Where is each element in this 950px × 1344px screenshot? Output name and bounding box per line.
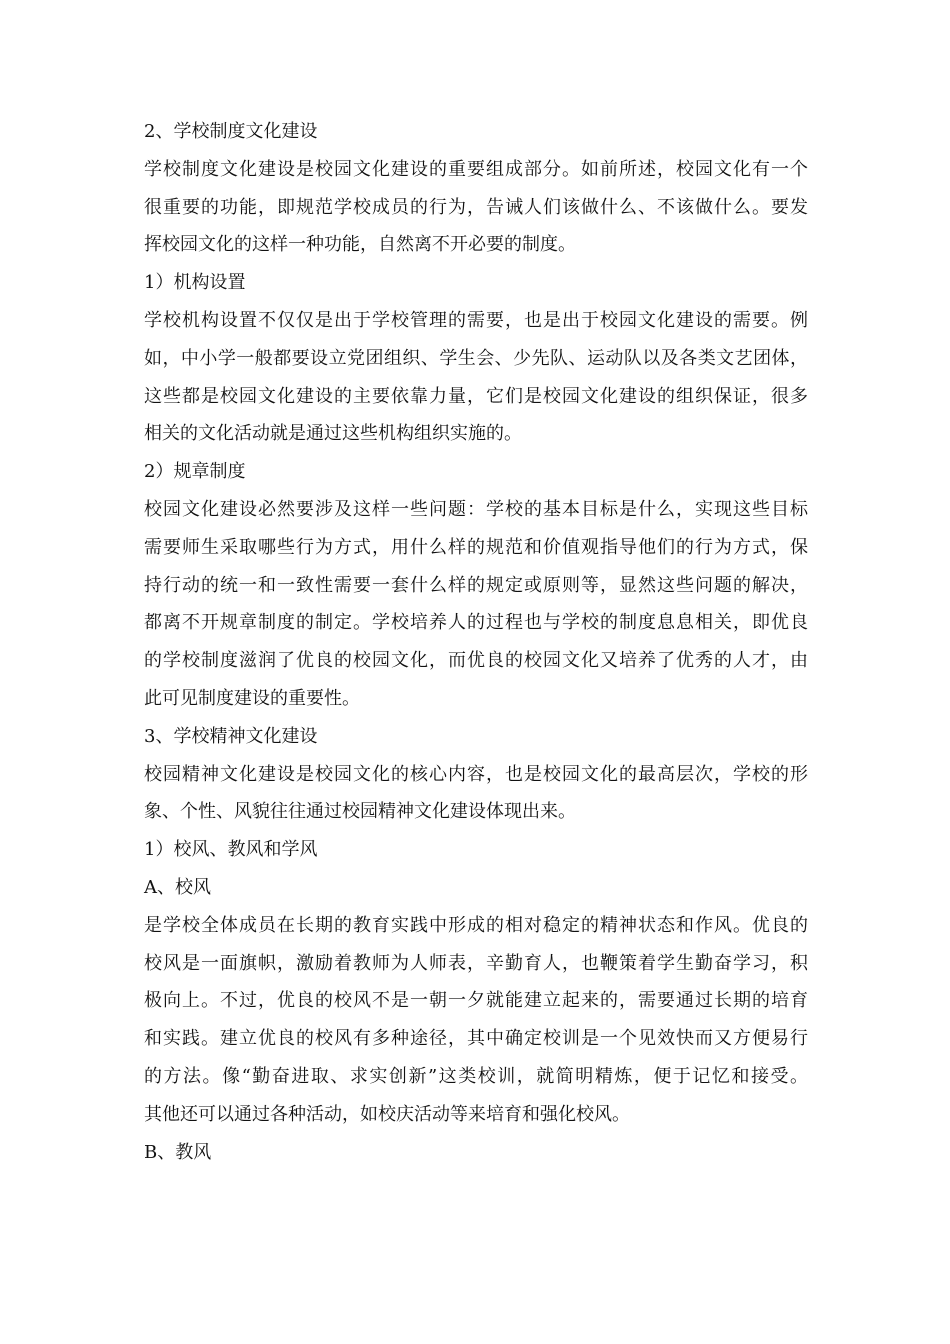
body-text-line: 很重要的功能，即规范学校成员的行为，告诫人们该做什么、不该做什么。要发 [144, 196, 808, 218]
body-text-line: 是学校全体成员在长期的教育实践中形成的相对稳定的精神状态和作风。优良的 [144, 914, 808, 936]
body-text-line: 挥校园文化的这样一种功能，自然离不开必要的制度。 [144, 234, 576, 256]
body-text-line: 都离不开规章制度的制定。学校培养人的过程也与学校的制度息息相关，即优良 [144, 612, 808, 634]
body-text-line: 学校机构设置不仅仅是出于学校管理的需要，也是出于校园文化建设的需要。例 [144, 309, 808, 331]
body-text-line: 和实践。建立优良的校风有多种途径，其中确定校训是一个见效快而又方便易行 [144, 1028, 808, 1050]
body-text-line: 校园文化建设必然要涉及这样一些问题：学校的基本目标是什么，实现这些目标 [144, 498, 808, 520]
section-heading: 3、学校精神文化建设 [144, 725, 318, 747]
body-text-line: 的学校制度滋润了优良的校园文化，而优良的校园文化又培养了优秀的人才，由 [144, 650, 808, 672]
body-text-line: 校风是一面旗帜，激励着教师为人师表，辛勤育人，也鞭策着学生勤奋学习，积 [144, 952, 808, 974]
subsection-heading: 1）校风、教风和学风 [144, 839, 318, 861]
body-text-line: 学校制度文化建设是校园文化建设的重要组成部分。如前所述，校园文化有一个 [144, 158, 808, 180]
body-text-line: 这些都是校园文化建设的主要依靠力量，它们是校园文化建设的组织保证，很多 [144, 385, 808, 407]
section-heading: 2、学校制度文化建设 [144, 121, 318, 142]
body-text-line: 此可见制度建设的重要性。 [144, 687, 360, 709]
body-text-line: 的方法。像“勤奋进取、求实创新”这类校训，就简明精炼，便于记忆和接受。 [144, 1065, 808, 1087]
body-text-line: 如，中小学一般都要设立党团组织、学生会、少先队、运动队以及各类文艺团体， [144, 347, 808, 369]
item-heading: B、教风 [144, 1141, 212, 1163]
body-text-line: 极向上。不过，优良的校风不是一朝一夕就能建立起来的，需要通过长期的培育 [144, 990, 808, 1012]
document-body [144, 113, 808, 1171]
body-text-line: 持行动的统一和一致性需要一套什么样的规定或原则等，显然这些问题的解决， [144, 574, 808, 596]
body-text-line: 校园精神文化建设是校园文化的核心内容，也是校园文化的最高层次，学校的形 [144, 763, 808, 785]
subsection-heading: 1）机构设置 [144, 272, 246, 294]
subsection-heading: 2）规章制度 [144, 461, 246, 483]
body-text-line: 需要师生采取哪些行为方式，用什么样的规范和价值观指导他们的行为方式，保 [144, 536, 808, 558]
body-text-line: 象、个性、风貌往往通过校园精神文化建设体现出来。 [144, 801, 576, 823]
body-text-line: 其他还可以通过各种活动，如校庆活动等来培育和强化校风。 [144, 1103, 630, 1125]
body-text-line: 相关的文化活动就是通过这些机构组织实施的。 [144, 423, 522, 445]
item-heading: A、校风 [144, 876, 211, 898]
